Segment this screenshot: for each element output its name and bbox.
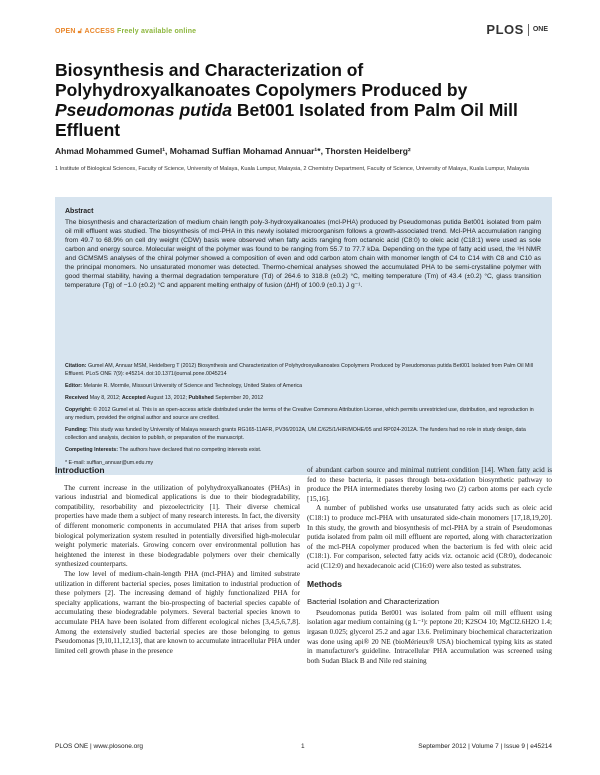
published-label: Published: [188, 395, 214, 401]
footer-journal: PLOS ONE | www.plosone.org: [55, 743, 144, 750]
page-footer: [55, 743, 552, 755]
copyright-label: Copyright:: [65, 407, 92, 413]
abstract-text: The biosynthesis and characterization of medium chain length poly-3-hydroxyalkanoates (mcl-PHA) produced by Pseudomonas putida Bet001 isolated from palm oil mill effluent was studied. The biosynthesis of mcl-PHA in this newly isolated microorganism follows a growth-associated trend. Mcl-PHA accumulation ranging from 49.7 to 68.9% on cell dry weight (CDW) basis were observed when fatty acids ranging from octanoic acid (C8:0) to oleic acid (C18:1) were used as sole carbon and energy source. Molecular weight of the polymer was found to be ranging from 55.7 to 77.7 kDa. Depending on the type of fatty acid used, the ¹H NMR and GCMSMS analyses of the chiral polymer showed a composition of even and odd carbon atom chain with monomer length of C4 to C14 with C8 and C10 as the principal monomers. No unsaturated monomer was detected. Thermo-chemical analyses showed the accumulated PHA to be semi-crystalline polymer with good thermal stability, having a thermal degradation temperature (Td) of 264.6 to 318.8 (±0.2) °C, melting temperature (Tm) of 43.4 (±0.2) °C, glass transition temperature (Tg) of −1.0 (±0.2) °C and apparent melting enthalpy of fusion (ΔHf) of 100.9 (±0.1) J g⁻¹.: [65, 219, 541, 289]
title-line-1: Biosynthesis and Characterization of: [55, 60, 364, 80]
open-access-banner: [55, 28, 196, 36]
affiliations: 1 Institute of Biological Sciences, Faculty of Science, University of Malaya, Kuala Lumpur, Malaysia, 2 Chemistry Department, Faculty of Science, University of Malaya, Kuala Lumpur, Malaysia: [55, 166, 530, 172]
published-date: September 20, 2012: [215, 395, 264, 401]
free-available-label: Freely available online: [116, 28, 197, 35]
copyright-block: [65, 407, 541, 422]
accepted-date: August 13, 2012;: [146, 395, 187, 401]
funding-label: Funding:: [65, 427, 88, 433]
right-column: [307, 466, 552, 666]
funding-text: This study was funded by University of Malaya research grants RG165-11AFR, PV36/2012A, UM.C/625/1/HIR/MOHE/05 and RP024-2012A. The funders had no role in study design, data collection and analysis, decision to publish, or preparation of the manuscript.: [65, 427, 526, 441]
received-label: Received: [65, 395, 89, 401]
plos-one-logo: [486, 22, 548, 37]
intro-paragraph-2: The low level of medium-chain-length PHA (mcl-PHA) and limited substrate utilization in different bacterial species, poses limitation to industrial production of these polymers [2]. The increasing demand of highly functionalized PHA for specialty applications, warrant the bio-prospecting of bacterial species capable of accumulating these biodegradable polymers. Several bacterial species known to accumulate PHA have been isolated from different ecological niches [3,4,5,6,7,8]. Among the extensively studied bacterial species are those belonging to genus Pseudomonas [9,10,11,12,13], that are known to accumulate intracellular PHA under limited cell growth phase in the presence: [55, 569, 300, 655]
title-line-3-rest: Bet001 Isolated from Palm Oil Mill: [231, 100, 518, 120]
copyright-text: © 2012 Gumel et al. This is an open-access article distributed under the terms of the Creative Commons Attribution License, which permits unrestricted use, distribution, and reproduction in any medium, provided the original author and source are credited.: [65, 407, 534, 421]
intro-paragraph-1: The current increase in the utilization of polyhydroxyalkanoates (PHAs) in various industrial and biomedical applications is due to their biodegradability, compatibility, resorbability and piezoelectricity [1]. Their diverse chemical properties have made them a subject of many research interests. In fact, the diversity of different monomeric components in accumulated PHA that arises from superb biological polymerization system resulted in potentially diversified high-molecular weight polymeric materials. Growing concern over environmental pollution has heightened the interest in these biodegradable polymers over their chemically synthesized counterparts.: [55, 483, 300, 569]
bacterial-isolation-heading: Bacterial Isolation and Characterization: [307, 597, 440, 607]
title-species: Pseudomonas putida: [55, 100, 232, 120]
open-label: OPEN: [55, 28, 76, 35]
funding-block: [65, 427, 541, 442]
title-line-4: Effluent: [55, 120, 121, 140]
email-label: * E-mail:: [65, 460, 86, 466]
right-paragraph-2: A number of published works use unsaturated fatty acids such as oleic acid (C18:1) to produce mcl-PHA with unsaturated side-chain monomers [17,18,19,20]. In this study, the growth and biosynthesis of mcl-PHA by a strain of Pseudomonas putida isolated from palm oil mill effluent are reported, along with characterization of the mcl-PHA copolymer produced when the bacterium is fed with oleic acid (C18:1). For comparison, selected fatty acids viz. octanoic acid (C8:0), dodecanoic acid (C12:0) and hexadecanoic acid (C16:0) were also tested as substrates.: [307, 504, 552, 570]
introduction-heading: Introduction: [55, 465, 105, 475]
competing-label: Competing Interests:: [65, 447, 118, 453]
left-column: [55, 466, 300, 656]
abstract: [65, 207, 541, 290]
dates-block: [65, 395, 541, 403]
right-paragraph-1: of abundant carbon source and minimal nutrient condition [14]. When fatty acid is fed to these bacteria, it passes through beta-oxidation biosynthetic pathway to produce the PHA intermediates thereby losing two (2) carbon atoms per each cycle [15,16].: [307, 466, 552, 503]
methods-paragraph-1: Pseudomonas putida Bet001 was isolated from palm oil mill effluent using isolation agar medium containing (g L⁻¹): peptone 20; K2SO4 10; MgCl2.6H2O 1.4; irgasan 0.025; glycerol 25.2 and agar 13.6. Preliminary biochemical characterization was done using api® 20 NE (bioMérieux® USA) biochemical typing kits as stated in manufacturer's guideline. Intracellular PHA accumulation was screened using both Sudan Black B and Nile red staining: [307, 608, 552, 665]
author-list: Ahmad Mohammed Gumel¹, Mohamad Suffian Mohamad Annuar¹*, Thorsten Heidelberg²: [55, 146, 411, 156]
access-label: ACCESS: [84, 28, 115, 35]
open-access-lock-icon: 🔓︎: [77, 28, 83, 35]
footer-citation: September 2012 | Volume 7 | Issue 9 | e45214: [418, 743, 552, 750]
citation-label: Citation:: [65, 363, 87, 369]
competing-text: The authors have declared that no competing interests exist.: [119, 447, 262, 453]
footer-page-number: 1: [301, 743, 305, 750]
received-date: May 8, 2012;: [89, 395, 121, 401]
competing-interests-block: [65, 447, 541, 455]
logo-divider: [528, 24, 529, 36]
abstract-heading: Abstract: [65, 208, 94, 215]
citation-text: Gumel AM, Annuar MSM, Heidelberg T (2012) Biosynthesis and Characterization of Polyhydroxyalkanoates Copolymers Produced by Pseudomonas putida Bet001 Isolated from Palm Oil Mill Effluent. PLoS ONE 7(9): e45214. doi:10.1371/journal.pone.0045214: [65, 363, 533, 377]
title-line-2: Polyhydroxyalkanoates Copolymers Produced by: [55, 80, 468, 100]
editor-text: Melanie R. Mormile, Missouri University of Science and Technology, United States of America: [83, 383, 303, 389]
abstract-box: [55, 197, 552, 475]
article-title: [55, 60, 555, 140]
editor-block: [65, 383, 541, 391]
citation-block: [65, 363, 541, 378]
accepted-label: Accepted: [121, 395, 146, 401]
logo-one: ONE: [532, 26, 548, 33]
methods-heading: Methods: [307, 578, 342, 589]
title-line-3: [55, 100, 555, 120]
email-link[interactable]: suffian_annuar@um.edu.my: [86, 460, 154, 466]
editor-label: Editor:: [65, 383, 83, 389]
logo-plos: PLOS: [486, 22, 524, 37]
